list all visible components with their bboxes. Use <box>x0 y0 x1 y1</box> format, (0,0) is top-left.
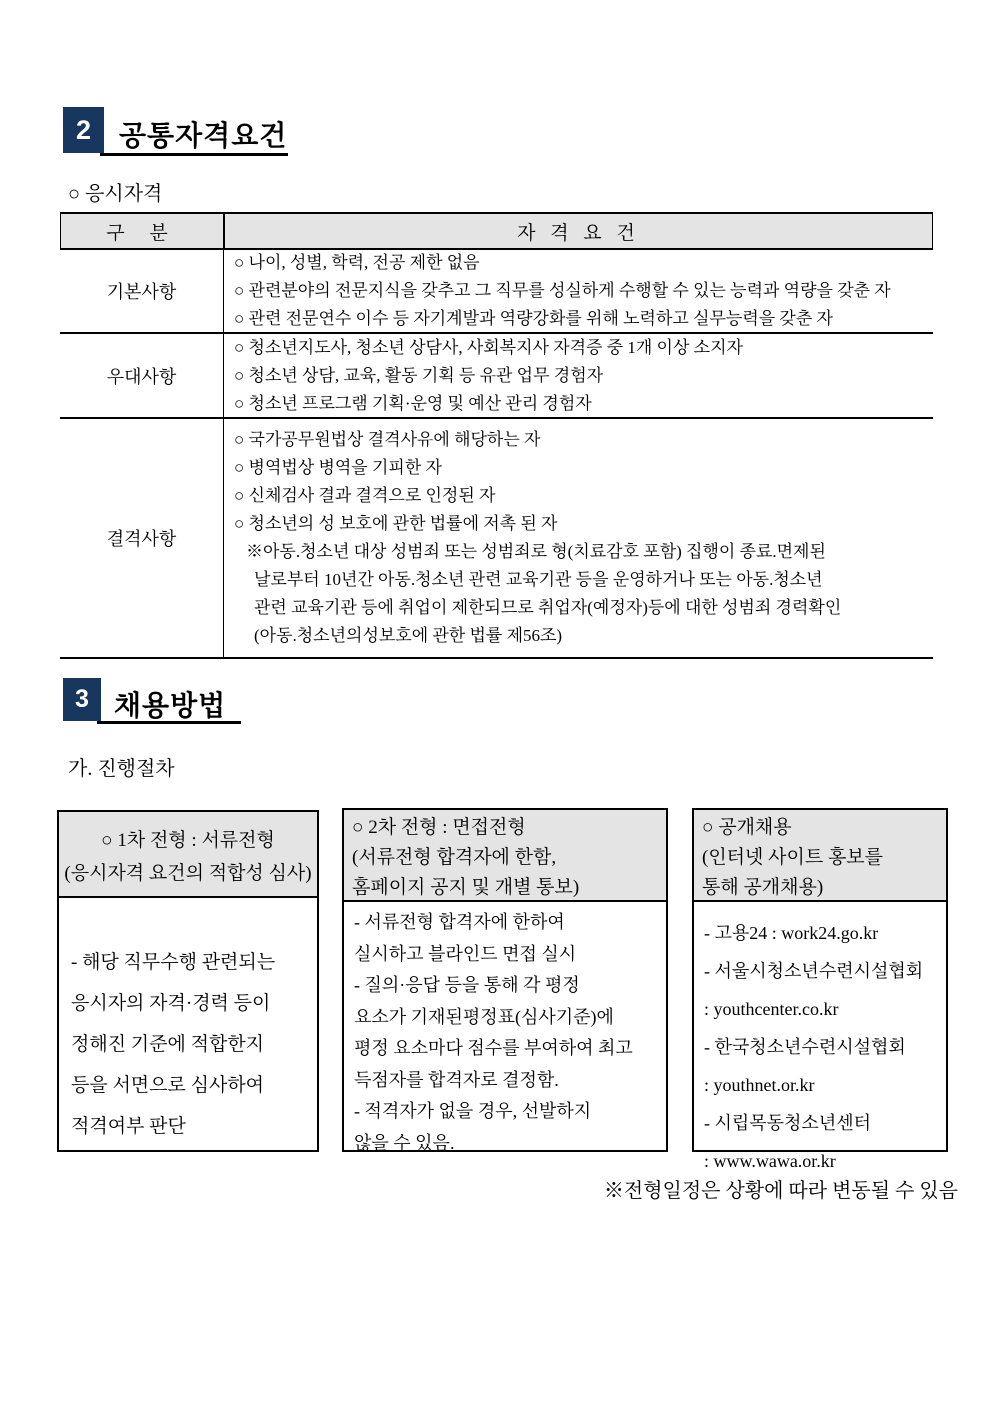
text-line: 적격여부 판단 <box>71 1116 186 1137</box>
box-body <box>694 902 946 1180</box>
text-line: ○ 나이, 성별, 학력, 전공 제한 없음 <box>234 253 480 272</box>
section-2-title-underline <box>100 153 288 156</box>
text-line: 응시자의 자격·경력 등이 <box>71 993 271 1014</box>
text-line: 실시하고 블라인드 면접 실시 <box>354 943 577 964</box>
text-line: (서류전형 합격자에 한함, <box>352 847 557 868</box>
text-line: ○ 국가공무원법상 결격사유에 해당하는 자 <box>234 430 541 449</box>
row-category-label: 우대사항 <box>60 334 224 417</box>
section-3-number-badge: 3 <box>63 678 101 721</box>
text-line: - 서울시청소년수련시설협회 <box>704 961 924 981</box>
procedure-box-first-screening <box>57 810 319 1152</box>
text-line: ○ 청소년의 성 보호에 관한 법률에 저촉 된 자 <box>234 514 558 533</box>
text-line: 정해진 기준에 적합한지 <box>71 1034 265 1055</box>
section-2-number-badge: 2 <box>63 107 104 153</box>
table-row-preferred <box>60 334 933 419</box>
qualification-table <box>60 212 933 659</box>
text-line: 날로부터 10년간 아동.청소년 관련 교육기관 등을 운영하거나 또는 아동.청소년 <box>254 570 823 589</box>
text-line: : youthcenter.co.kr <box>704 999 839 1019</box>
table-header-requirements: 자 격 요 건 <box>517 222 640 244</box>
section-3-title: 채용방법 <box>114 690 227 721</box>
text-line: 요소가 기재된평정표(심사기준)에 <box>354 1006 614 1027</box>
procedure-box-interview <box>342 808 668 1152</box>
text-line: - 고용24 : work24.go.kr <box>704 923 879 943</box>
text-line: ○ 청소년 상담, 교육, 활동 기획 등 유관 업무 경험자 <box>234 365 604 385</box>
text-line: ○ 청소년 프로그램 기획·운영 및 예산 관리 경험자 <box>234 393 592 413</box>
table-row-basic <box>60 250 933 334</box>
text-line: - 적격자가 없을 경우, 선발하지 <box>354 1101 592 1121</box>
row-items <box>224 419 933 657</box>
text-line: ○ 공개채용 <box>702 817 792 838</box>
text-line: - 해당 직무수행 관련되는 <box>71 952 276 973</box>
disqualification-note <box>234 538 933 650</box>
table-header-category: 구 분 <box>61 214 225 248</box>
text-line: 홈페이지 공지 및 개별 통보) <box>352 877 580 898</box>
text-line: ○ 관련 전문연수 이수 등 자기계발과 역량강화를 위해 노력하고 실무능력을 갖춘 자 <box>234 309 833 328</box>
row-category-label: 결격사항 <box>60 419 224 657</box>
text-line: ○ 1차 전형 : 서류전형 <box>101 830 275 851</box>
text-line: 득점자를 합격자로 결정함. <box>354 1069 559 1090</box>
schedule-change-footnote: ※전형일정은 상황에 따라 변동될 수 있음 <box>603 1180 958 1202</box>
section-2-header <box>63 107 323 157</box>
subsection-eligibility: ○ 응시자격 <box>68 183 163 205</box>
text-line: (아동.청소년의성보호에 관한 법률 제56조) <box>254 626 563 645</box>
text-line: 평정 요소마다 점수를 부여하여 최고 <box>354 1038 633 1058</box>
row-items <box>224 250 933 332</box>
box-header <box>694 810 946 902</box>
section-3-title-underline <box>97 721 241 724</box>
row-items <box>224 334 933 417</box>
box-header <box>59 812 317 898</box>
text-line: ※아동.청소년 대상 성범죄 또는 성범죄로 형(치료감호 포함) 집행이 종료.면제된 <box>246 542 826 561</box>
section-3-header <box>63 678 283 726</box>
text-line: - 시립목동청소년센터 <box>704 1113 871 1133</box>
procedure-box-open-recruitment <box>692 808 948 1171</box>
table-header-row <box>60 212 933 250</box>
box-body <box>344 902 666 1159</box>
text-line: ○ 청소년지도사, 청소년 상담사, 사회복지사 자격증 중 1개 이상 소지자 <box>234 337 743 357</box>
text-line: (응시자격 요건의 적합성 심사) <box>64 863 312 884</box>
table-row-disqualification <box>60 419 933 659</box>
subsection-procedure: 가. 진행절차 <box>68 758 175 780</box>
disqualification-items <box>234 426 933 538</box>
text-line: - 한국청소년수련시설협회 <box>704 1037 906 1057</box>
text-line: - 질의·응답 등을 통해 각 평정 <box>354 975 580 995</box>
text-line: ○ 병역법상 병역을 기피한 자 <box>234 458 442 477</box>
text-line: ○ 신체검사 결과 결격으로 인정된 자 <box>234 486 496 505</box>
text-line: (인터넷 사이트 홍보를 <box>702 847 884 868</box>
text-line: : www.wawa.or.kr <box>704 1151 836 1171</box>
text-line: : youthnet.or.kr <box>704 1075 815 1095</box>
text-line: ○ 관련분야의 전문지식을 갖추고 그 직무를 성실하게 수행할 수 있는 능력과 역량을 갖춘 자 <box>234 281 891 300</box>
row-category-label: 기본사항 <box>60 250 224 332</box>
text-line: ○ 2차 전형 : 면접전형 <box>352 817 526 838</box>
text-line: - 서류전형 합격자에 한하여 <box>354 912 565 932</box>
text-line: 등을 서면으로 심사하여 <box>71 1075 265 1096</box>
box-header <box>344 810 666 902</box>
box-body <box>59 898 317 1147</box>
section-2-title: 공통자격요건 <box>119 120 288 151</box>
text-line: 통해 공개채용) <box>702 877 824 898</box>
text-line: 관련 교육기관 등에 취업이 제한되므로 취업자(예정자)등에 대한 성범죄 경력확인 <box>254 598 842 617</box>
text-line: 않을 수 있음. <box>354 1132 455 1153</box>
